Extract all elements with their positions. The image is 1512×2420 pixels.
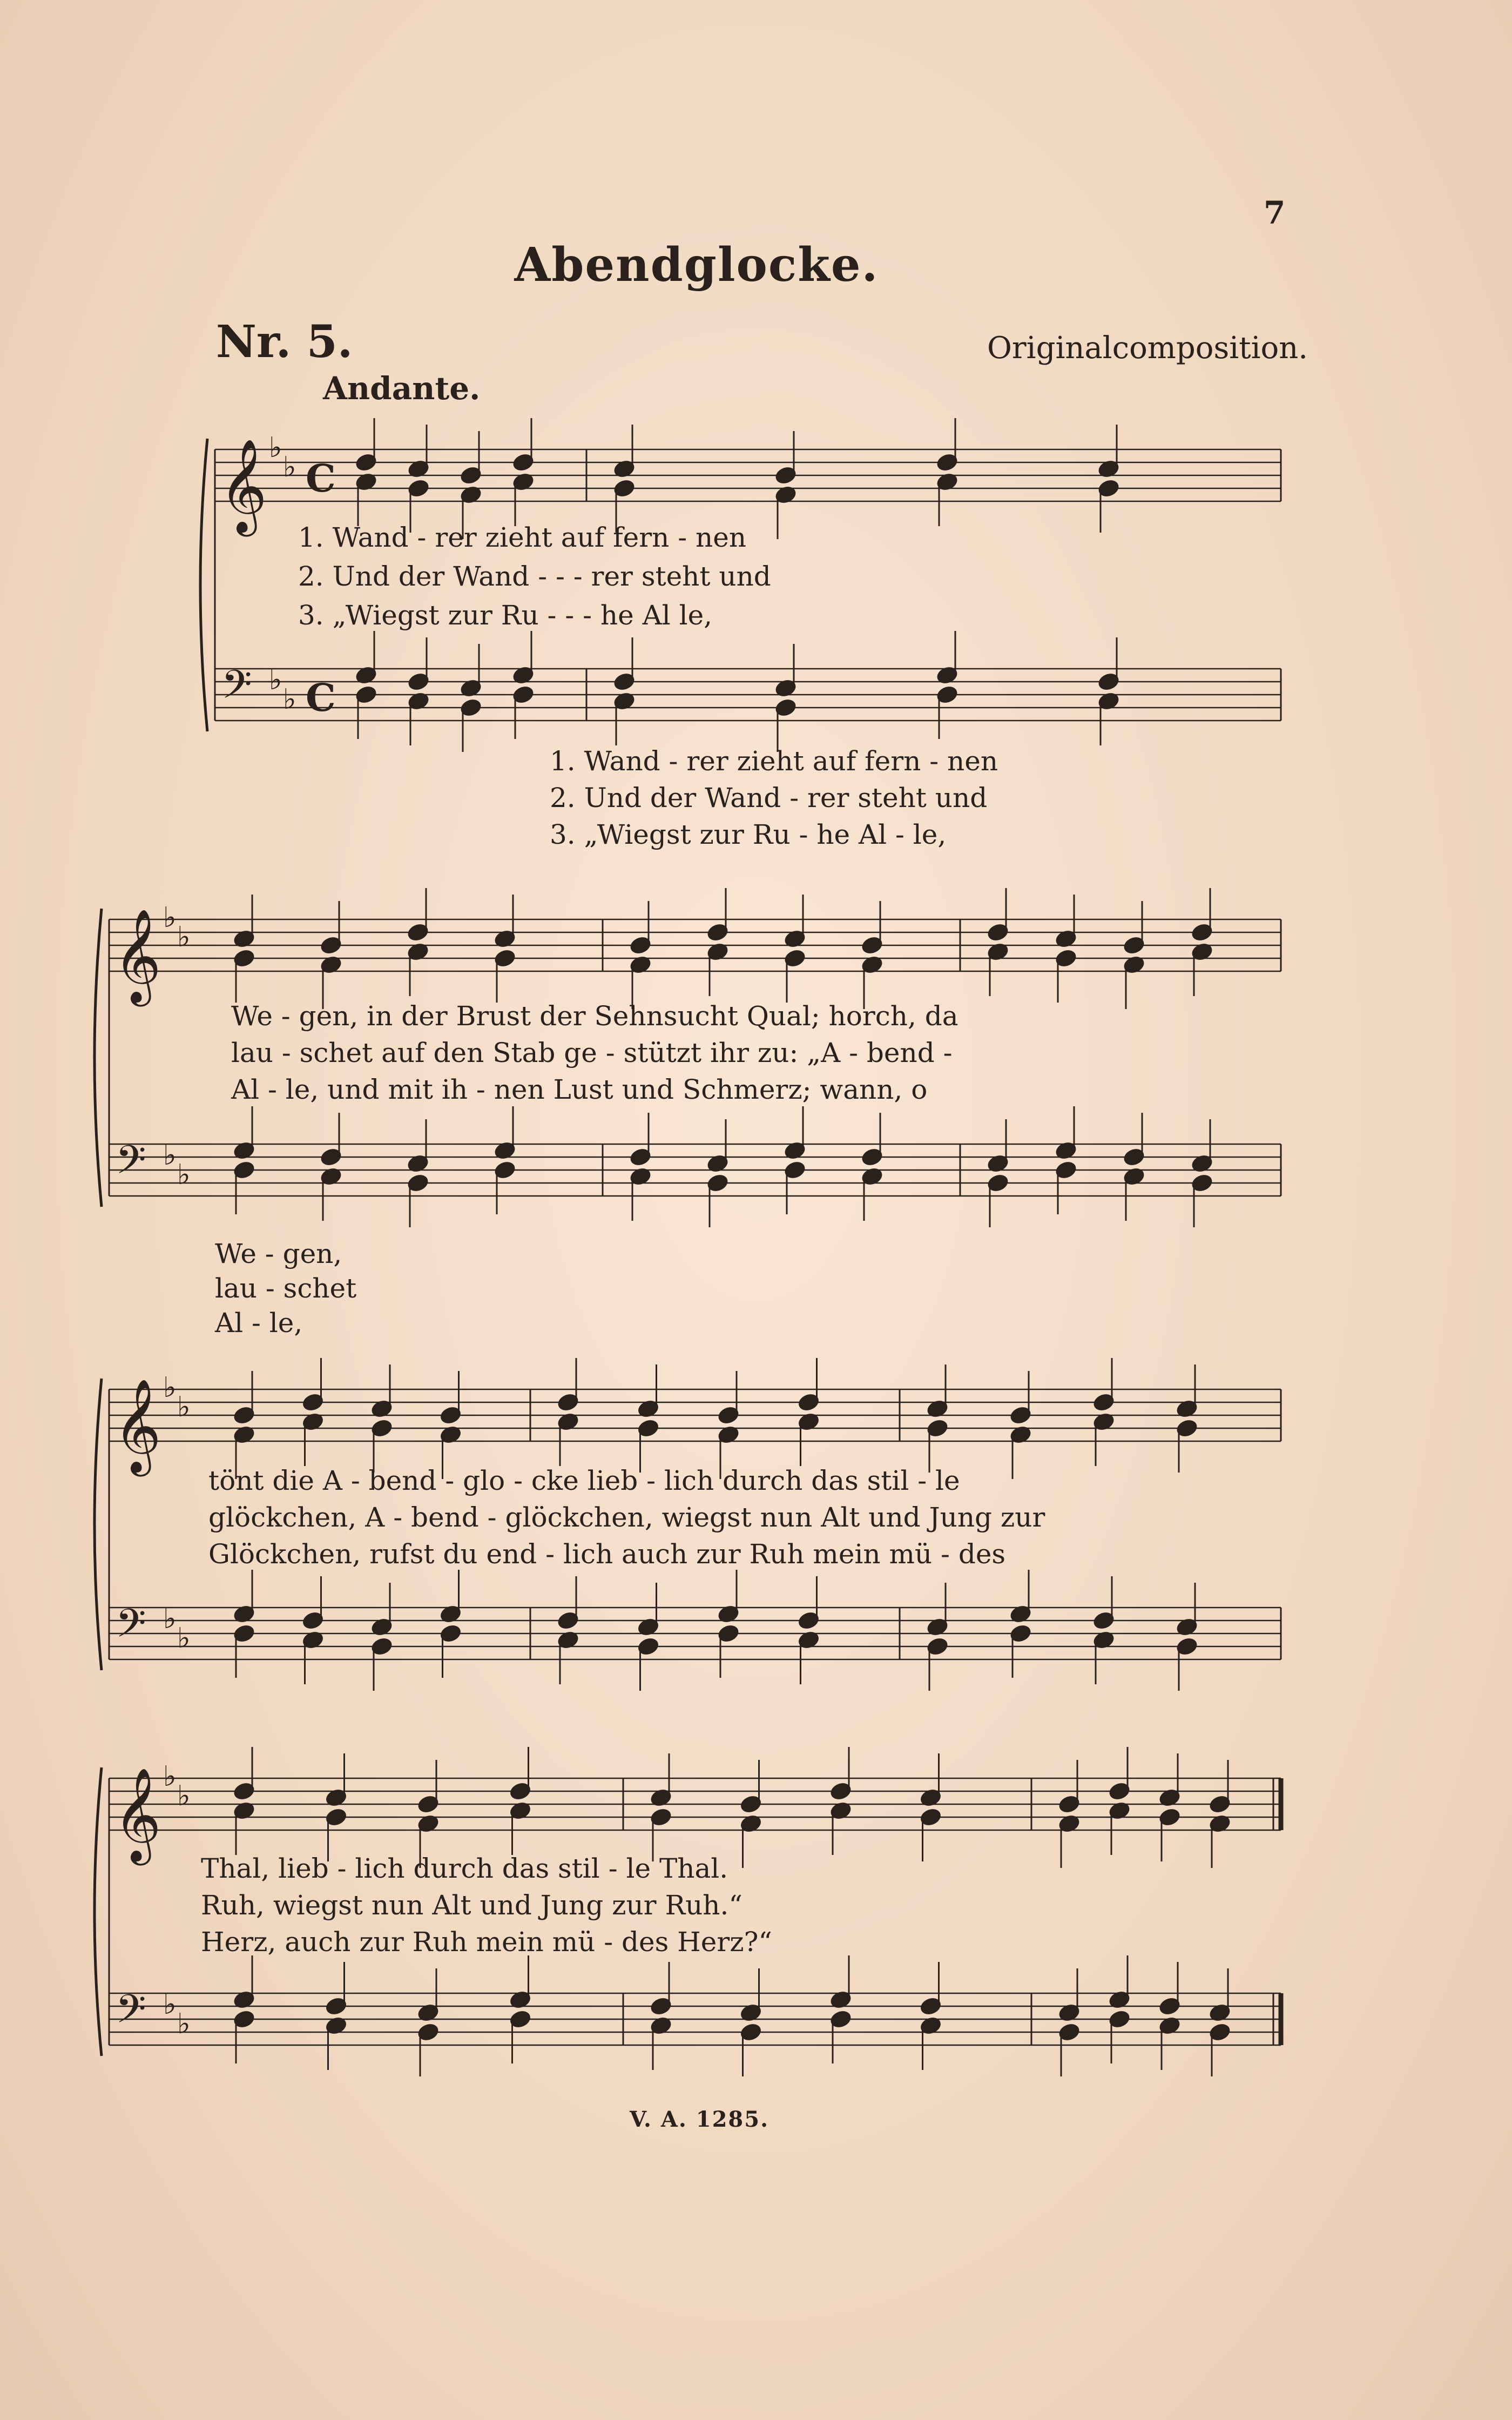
system4-bass-key-flat: ♭: [177, 2008, 191, 2040]
system3-brace: [94, 1379, 102, 1670]
system2-brace: [94, 909, 102, 1207]
system4-treble-key-flat: ♭: [177, 1780, 191, 1812]
system4-treble-clef-icon: 𝄞: [113, 1767, 161, 1861]
system3-treble-key-flat: ♭: [163, 1372, 177, 1404]
composition-note: Originalcomposition.: [987, 331, 1308, 366]
system1-treble-lyric-verse1: 1. Wand - rer zieht auf fern - nen: [298, 522, 747, 553]
system1-bass-lyric-verse2: 2. Und der Wand - rer steht und: [550, 782, 988, 814]
system2-treble-clef-icon: 𝄞: [113, 909, 161, 1003]
time-signature-treble: C: [306, 456, 336, 501]
system1-treble-key-flat: ♭: [283, 451, 296, 483]
system2-bass-lyric-verse3: Al - le,: [215, 1307, 303, 1339]
system2-treble-lyric-verse2: lau - schet auf den Stab ge - stützt ihr zu: „A - bend -: [231, 1037, 953, 1068]
system2-treble-key-flat: ♭: [177, 921, 191, 953]
system1-bass-clef-icon: 𝄢: [221, 661, 252, 717]
system3-bass-clef-icon: 𝄢: [116, 1600, 146, 1656]
system1-bass-key-flat: ♭: [269, 664, 282, 696]
system1-treble-key-flat: ♭: [269, 432, 282, 464]
system1-bass-lyric-verse3: 3. „Wiegst zur Ru - he Al - le,: [550, 819, 947, 850]
system1-brace: [200, 439, 207, 731]
system3-treble-key-flat: ♭: [177, 1391, 191, 1423]
system4-bass-clef-icon: 𝄢: [116, 1986, 146, 2041]
page-number: 7: [1264, 194, 1286, 231]
page-title: Abendglocke.: [514, 238, 879, 292]
system4-bass-key-flat: ♭: [163, 1988, 177, 2021]
system2-bass-lyric-verse2: lau - schet: [215, 1273, 357, 1304]
system2-treble-lyric-verse3: Al - le, und mit ih - nen Lust und Schmerz; wann, o: [231, 1074, 928, 1105]
system2-bass-lyric-verse1: We - gen,: [215, 1238, 342, 1269]
system3-bass-key-flat: ♭: [177, 1622, 191, 1655]
system3-bass-key-flat: ♭: [163, 1603, 177, 1635]
system4-treble-key-flat: ♭: [163, 1760, 177, 1793]
system3-treble-lyric-verse3: Glöckchen, rufst du end - lich auch zur Ruh mein mü - des: [208, 1538, 1006, 1570]
system1-bass-lyric-verse1: 1. Wand - rer zieht auf fern - nen: [550, 745, 998, 777]
time-signature-bass: C: [306, 675, 336, 720]
system4-treble-lyric-verse2: Ruh, wiegst nun Alt und Jung zur Ruh.“: [201, 1890, 742, 1921]
system2-bass-clef-icon: 𝄢: [116, 1137, 146, 1192]
system4-treble-lyric-verse1: Thal, lieb - lich durch das stil - le Thal.: [201, 1853, 728, 1884]
system2-treble-lyric-verse1: We - gen, in der Brust der Sehnsucht Qual; horch, da: [231, 1000, 959, 1032]
system3-treble-lyric-verse1: tönt die A - bend - glo - cke lieb - lich durch das stil - le: [208, 1465, 960, 1496]
system1-treble-clef-icon: 𝄞: [219, 439, 267, 533]
system2-bass-key-flat: ♭: [177, 1159, 191, 1191]
system1-treble-lyric-verse2: 2. Und der Wand - - - rer steht und: [298, 561, 771, 592]
system2-treble-key-flat: ♭: [163, 902, 177, 934]
system3-treble-lyric-verse2: glöckchen, A - bend - glöckchen, wiegst nun Alt und Jung zur: [208, 1502, 1045, 1533]
system3-treble-clef-icon: 𝄞: [113, 1379, 161, 1473]
system1-treble-lyric-verse3: 3. „Wiegst zur Ru - - - he Al le,: [298, 600, 713, 631]
system4-treble-lyric-verse3: Herz, auch zur Ruh mein mü - des Herz?“: [201, 1926, 772, 1958]
system4-brace: [94, 1767, 102, 2056]
system2-bass-key-flat: ♭: [163, 1139, 177, 1172]
system1-bass-key-flat: ♭: [283, 683, 296, 716]
tempo-marking: Andante.: [323, 370, 481, 407]
publisher-plate-number: V. A. 1285.: [629, 2107, 770, 2132]
song-number: Nr. 5.: [216, 316, 353, 368]
